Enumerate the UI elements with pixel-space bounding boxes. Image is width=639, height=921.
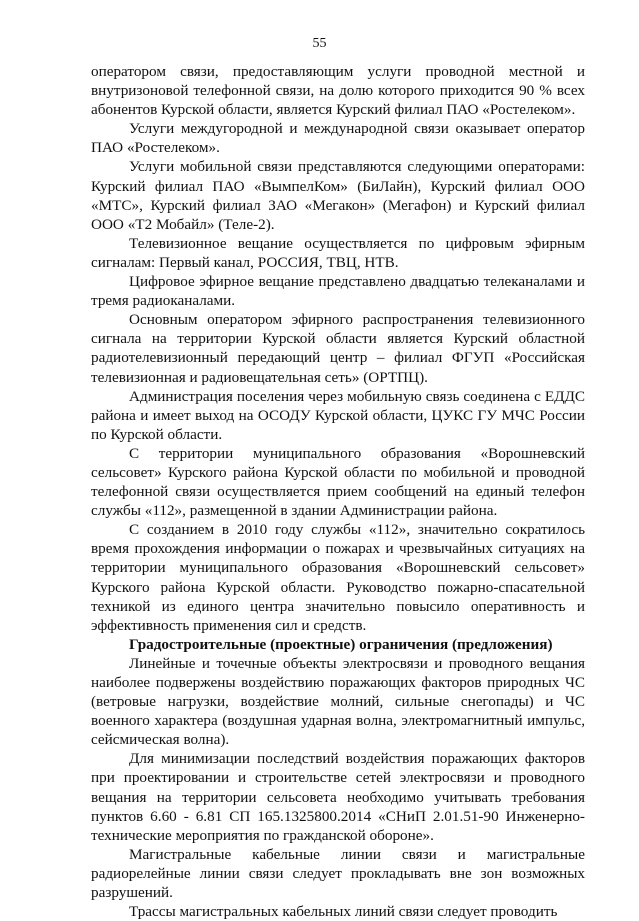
paragraph: С территории муниципального образования «Ворошневский сельсовет» Курского района Курской области по мобильной и проводной телефонной связи осуществляется прием сообщений на единый телефон службы «112», размещенной в здании Администрации района. xyxy=(91,444,585,520)
document-body xyxy=(91,62,585,921)
paragraph: С созданием в 2010 году службы «112», значительно сократилось время прохождения информации о пожарах и чрезвычайных ситуациях на территории муниципального образования «Ворошневский сельсовет» Курского района Курской области. Руководство пожарно-спасательной техникой из единого центра значительно повысило оперативность и эффективность применения сил и средств. xyxy=(91,521,585,634)
paragraph: Основным оператором эфирного распространения телевизионного сигнала на территории Курской области является Курский областной радиотелевизионный передающий центр – филиал ФГУП «Российская телевизионная и радиовещательная сеть» (ОРТПЦ). xyxy=(91,311,585,386)
section-heading: Градостроительные (проектные) ограничения (предложения) xyxy=(129,635,553,653)
paragraph: оператором связи, предоставляющим услуги проводной местной и внутризоновой телефонной связи, на долю которого приходится 90 % всех абонентов Курской области, является Курский филиал ПАО «Ростелеком». xyxy=(91,63,585,119)
paragraph: Администрация поселения через мобильную связь соединена с ЕДДС района и имеет выход на ОСОДУ Курской области, ЦУКС ГУ МЧС России по Курской области. xyxy=(91,387,585,443)
paragraph: Магистральные кабельные линии связи и магистральные радиорелейные линии связи следует прокладывать вне зон возможных разрушений. xyxy=(91,845,585,902)
paragraph: Для минимизации последствий воздействия поражающих факторов при проектировании и строительстве сетей электросвязи и проводного вещания на территории сельсовета необходимо учитывать требования пунктов 6.60 - 6.81 СП 165.1325800.2014 «СНиП 2.01.51-90 Инженерно-технические мероприятия по гражданской обороне». xyxy=(91,750,585,844)
page-number: 55 xyxy=(312,36,327,51)
paragraph: Услуги мобильной связи представляются следующими операторами: Курский филиал ПАО «ВымпелКом» (БиЛайн), Курский филиал ООО «МТС», Курский филиал ЗАО «Мегакон» (Мегафон) и Курский филиал ООО «Т2 Мобайл» (Теле-2). xyxy=(91,158,585,233)
paragraph: Линейные и точечные объекты электросвязи и проводного вещания наиболее подвержены воздействию поражающих факторов природных ЧС (ветровые нагрузки, воздействие молний, сильные снегопады) и ЧС военного характера (воздушная ударная волна, электромагнитный импульс, сейсмическая волна). xyxy=(91,654,585,749)
paragraph: Телевизионное вещание осуществляется по цифровым эфирным сигналам: Первый канал, РОССИЯ, ТВЦ, НТВ. xyxy=(91,234,585,271)
paragraph: Услуги междугородной и международной связи оказывает оператор ПАО «Ростелеком». xyxy=(91,120,585,157)
paragraph: Цифровое эфирное вещание представлено двадцатью телеканалами и тремя радиоканалами. xyxy=(91,273,585,310)
paragraph: Трассы магистральных кабельных линий связи следует проводить xyxy=(129,903,558,921)
